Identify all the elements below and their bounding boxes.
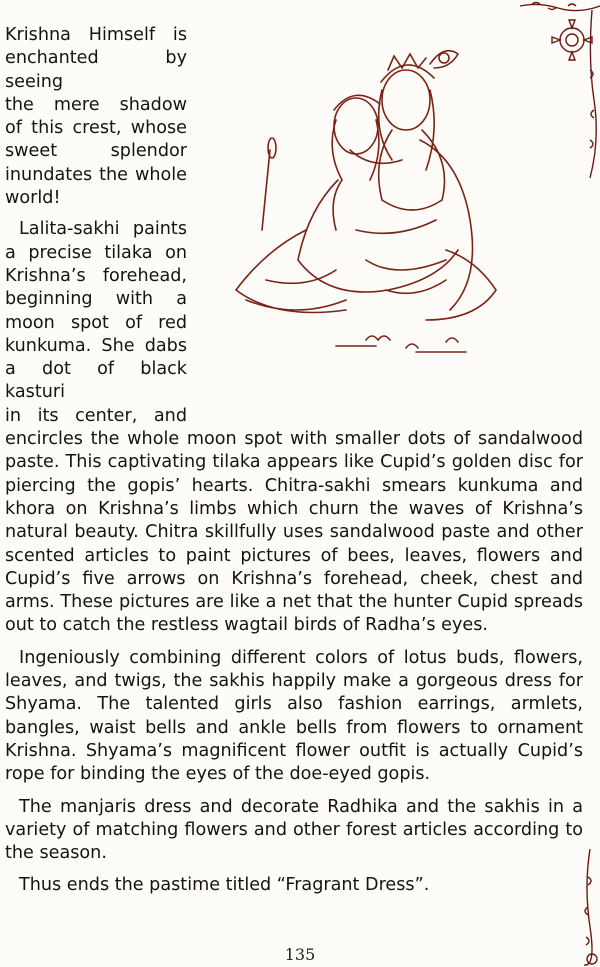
text-line: Lalita-sakhi paints (19, 219, 187, 240)
paragraph-3: Ingeniously combining different colors of lotus buds, flowers, leaves, and twigs, the sakhis happily make a gorgeous dress for Shyama. The talented girls also fashion earrings, armlets, bangles, waist bells and ankle bells from flowers to ornament Krishna. Shyama’s magnificent flower outfit is actually Cupid’s rope for binding the eyes of the doe-eyed gopis. (5, 647, 583, 785)
floated-column-1 (5, 24, 187, 428)
text-line: Krishna’s forehead, (5, 265, 187, 286)
page-number: 135 (284, 945, 316, 964)
text-line: beginning with a (5, 289, 187, 310)
text-line: moon spot of red (5, 312, 187, 333)
body-text (5, 24, 583, 907)
text-line: inundates the whole (5, 164, 187, 185)
paragraph-4: The manjaris dress and decorate Radhika and the sakhis in a variety of matching flowers and other forest articles according to the season. (5, 796, 583, 864)
paragraph-5: Thus ends the pastime titled “Fragrant Dress”. (19, 875, 430, 896)
text-line: world! (5, 188, 61, 209)
text-line: kunkuma. She dabs (5, 335, 187, 356)
paragraph-2-continuation: encircles the whole moon spot with smaller dots of sandalwood paste. This captivating tilaka appears like Cupid’s golden disc for piercing the gopis’ hearts. Chitra-sakhi smears kunkuma and khora on Krishna’s limbs which churn the waves of Krishna’s natural beauty. Chitra skillfully uses sandalwood paste and other scented articles to paint pictures of bees, leaves, flowers and Cupid’s five arrows on Krishna’s forehead, cheek, chest and arms. These pictures are like a net that the hunter Cupid spreads out to catch the restless wagtail birds of Radha’s eyes. (5, 429, 583, 636)
text-line: sweet splendor (5, 141, 187, 162)
text-line: the mere shadow (5, 94, 187, 115)
text-line: in its center, and (5, 405, 187, 426)
text-line: a dot of black kasturi (5, 359, 187, 403)
text-line: a precise tilaka on (5, 242, 187, 263)
text-line: of this crest, whose (5, 118, 187, 139)
text-line: Krishna Himself is (5, 25, 187, 45)
text-line: enchanted by seeing (5, 48, 187, 92)
